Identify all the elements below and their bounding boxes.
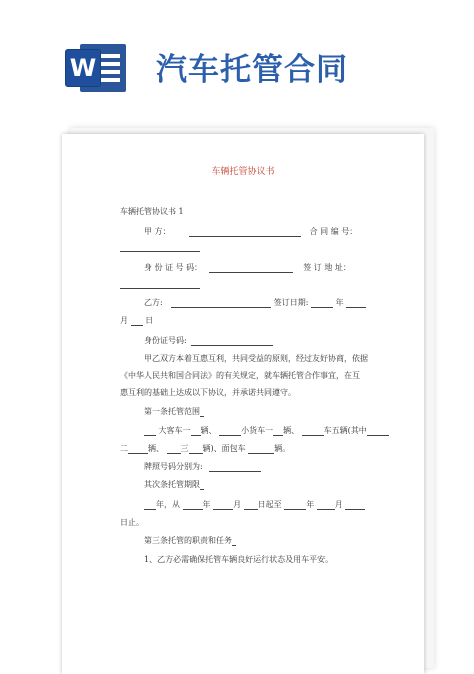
blank-line [120, 279, 200, 289]
id-line-b: 身份证号码: [144, 335, 273, 346]
article-2-heading: 其次条托管期限 [144, 479, 204, 490]
scope-line-2: 二 辆、 三 辆)、面包车 辆。 [120, 444, 291, 453]
plate-line: 牌照号码分别为: [144, 461, 261, 472]
id-line-a: 身 份 证 号 码： 签 订 地 址： [144, 263, 351, 272]
duty-line: 1、乙方必需确保托管车辆良好运行状态及用车平安。 [144, 555, 334, 564]
paragraph-line: 甲乙双方本着互惠互利，共同受益的原则，经过友好协商，依据 [144, 354, 368, 363]
document-page [62, 134, 424, 674]
page-title: 汽车托管合同 [156, 52, 348, 88]
period-line: 年，从 年 月 日起至 年 月 [144, 499, 365, 510]
party-a-line: 甲 方： 合 同 编 号： [144, 227, 358, 236]
paragraph-line: 惠互利的基础上达成以下协议，并承诺共同遵守。 [120, 388, 296, 397]
word-icon [66, 40, 128, 96]
date-line: 月 日 [120, 316, 154, 325]
article-3-heading: 第三条托管的职责和任务 [144, 535, 236, 546]
article-1-heading: 第一条托管范围 [144, 406, 204, 417]
scope-line-1: 大客车一 辆、 小货车一 辆、 车五辆(其中 [144, 425, 389, 436]
blank-line [120, 242, 200, 252]
word-icon-badge: W [66, 50, 100, 86]
period-end: 日止。 [120, 518, 144, 527]
party-b-line: 乙方: 签订日期: 年 [144, 297, 366, 308]
document-subtitle: 车辆托管协议书 1 [120, 207, 184, 216]
paragraph-line: 《中华人民共和国合同法》的有关规定，就车辆托管合作事宜，在互 [120, 371, 360, 380]
document-title: 车辆托管协议书 [211, 167, 275, 177]
header [0, 0, 474, 120]
